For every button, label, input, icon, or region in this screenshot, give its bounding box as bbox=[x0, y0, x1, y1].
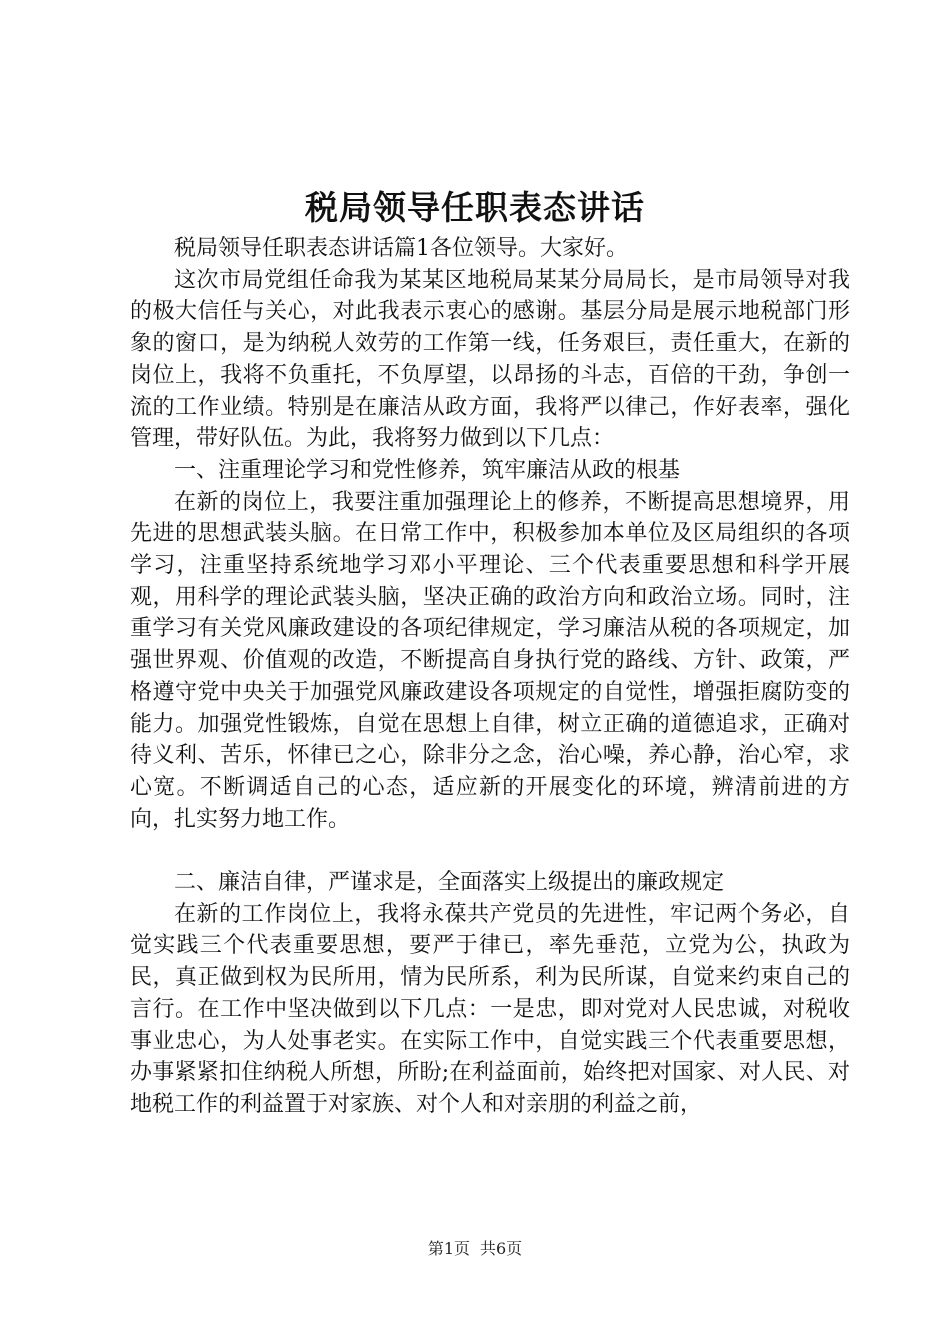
section-heading-1: 一、注重理论学习和党性修养，筑牢廉洁从政的根基 bbox=[174, 457, 681, 483]
document-body bbox=[130, 233, 850, 1121]
paragraph-appointment: 这次市局党组任命我为某某区地税局某某分局局长，是市局领导对我的极大信任与关心，对此我表示衷心的感谢。基层分局是展示地税部门形象的窗口，是为纳税人效劳的工作第一线，任务艰巨，责任重大，在新的岗位上，我将不负重托，不负厚望，以昂扬的斗志，百倍的干劲，争创一流的工作业绩。特别是在廉洁从政方面，我将严以律己，作好表率，强化管理，带好队伍。为此，我将努力做到以下几点： bbox=[130, 267, 850, 452]
page-total: 共6页 bbox=[480, 1239, 523, 1258]
paragraph-self-discipline: 在新的工作岗位上，我将永葆共产党员的先进性，牢记两个务必，自觉实践三个代表重要思想，要严于律已，率先垂范，立党为公，执政为民，真正做到权为民所用，情为民所系，利为民所谋，自觉来约束自己的言行。在工作中坚决做到以下几点：一是忠，即对党对人民忠诚，对税收事业忠心，为人处事老实。在实际工作中，自觉实践三个代表重要思想，办事紧紧扣住纳税人所想，所盼;在利益面前，始终把对国家、对人民、对地税工作的利益置于对家族、对个人和对亲朋的利益之前， bbox=[130, 901, 850, 1117]
paragraph-intro: 税局领导任职表态讲话篇1各位领导。大家好。 bbox=[174, 236, 628, 261]
document-title: 税局领导任职表态讲话 bbox=[305, 188, 645, 227]
page-number: 第1页 bbox=[427, 1239, 470, 1258]
page-footer bbox=[0, 1238, 950, 1260]
paragraph-theory-study: 在新的岗位上，我要注重加强理论上的修养，不断提高思想境界，用先进的思想武装头脑。在日常工作中，积极参加本单位及区局组织的各项学习，注重坚持系统地学习邓小平理论、三个代表重要思想和科学开展观，用科学的理论武装头脑，坚决正确的政治方向和政治立场。同时，注重学习有关党风廉政建设的各项纪律规定，学习廉洁从税的各项规定，加强世界观、价值观的改造，不断提高自身执行党的路线、方针、政策，严格遵守党中央关于加强党风廉政建设各项规定的自觉性，增强拒腐防变的能力。加强党性锻炼，自觉在思想上自律，树立正确的道德追求，正确对待义利、苦乐，怀律已之心，除非分之念，治心噪，养心静，治心窄，求心宽。不断调适自己的心态，适应新的开展变化的环境，辨清前进的方向，扎实努力地工作。 bbox=[130, 489, 850, 832]
section-heading-2: 二、廉洁自律，严谨求是，全面落实上级提出的廉政规定 bbox=[174, 870, 725, 896]
